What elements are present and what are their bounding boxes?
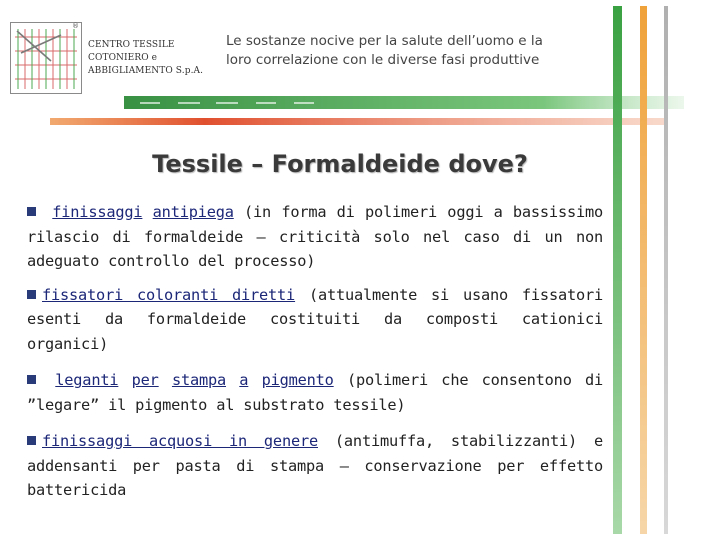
company-line-2: COTONIERO e [88, 53, 158, 63]
link-stampa[interactable]: stampa [171, 371, 227, 389]
link-finissaggi-acquosi[interactable]: finissaggi acquosi in genere [42, 432, 318, 450]
bullet-square-icon [27, 436, 36, 445]
header-title-line-1: Le sostanze nocive per la salute dell’uomo e la [226, 33, 543, 49]
link-a[interactable]: a [239, 371, 249, 389]
bullet-item [27, 429, 603, 503]
bullet-text: (attualmente si usano fissatori esenti da formaldeide costituiti da composti cationici organici) [27, 285, 603, 353]
link-antipiega[interactable]: antipiega [152, 203, 234, 221]
bullet-text: (antimuffa, stabilizzanti) e addensanti per pasta di stampa – conservazione per effetto battericida [27, 432, 603, 499]
link-per[interactable]: per [131, 371, 159, 389]
link-pigmento[interactable]: pigmento [261, 371, 334, 389]
company-line-3: ABBIGLIAMENTO S.p.A. [88, 66, 204, 76]
bullet-item [27, 283, 603, 357]
bullet-item [27, 200, 603, 274]
bullet-list [27, 200, 603, 515]
link-fissatori-coloranti[interactable]: fissatori coloranti diretti [42, 285, 296, 304]
header-title-line-2: loro correlazione con le diverse fasi produttive [226, 52, 540, 68]
bullet-square-icon [27, 290, 36, 299]
bullet-text: (polimeri che consentono di ”legare” il pigmento al substrato tessile) [27, 371, 603, 414]
bullet-item [27, 368, 603, 417]
link-finissaggi[interactable]: finissaggi [52, 203, 143, 221]
bullet-square-icon [27, 207, 36, 216]
page-title: Tessile – Formaldeide dove? [152, 150, 528, 178]
company-line-1: CENTRO TESSILE [88, 40, 175, 50]
bullet-text: (in forma di polimeri oggi a bassissimo rilascio di formaldeide – criticità solo nel caso di un non adeguato controllo del processo) [27, 203, 603, 270]
registered-mark: ® [72, 22, 79, 30]
bullet-square-icon [27, 375, 36, 384]
link-leganti[interactable]: leganti [55, 371, 119, 389]
